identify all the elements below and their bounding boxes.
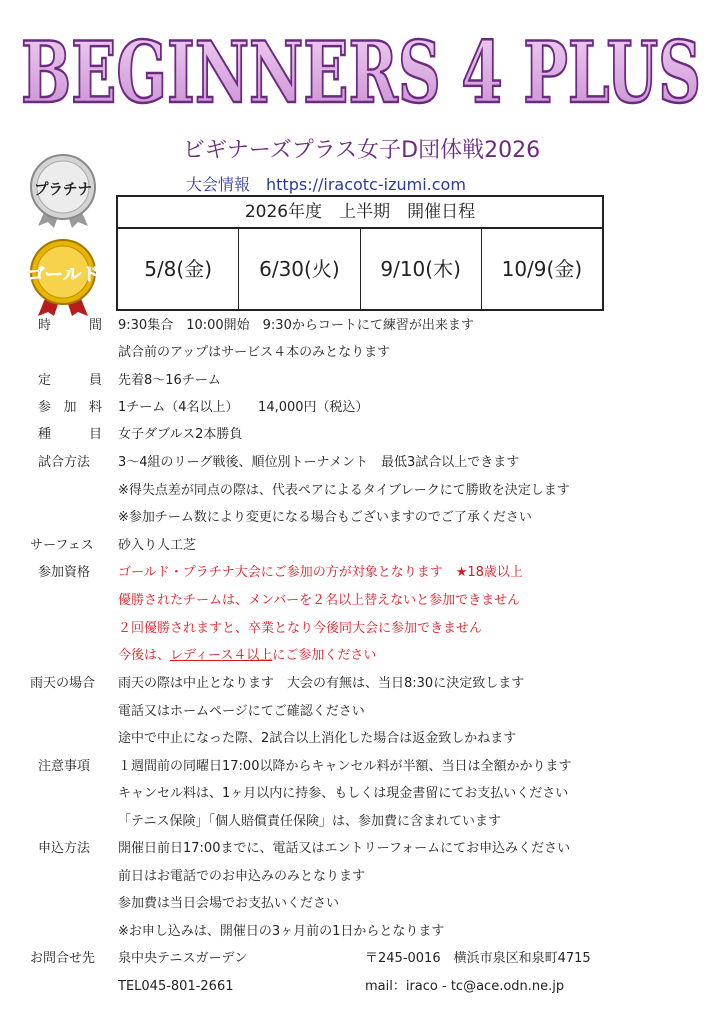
detail-value: キャンセル料は、1ヶ月以内に持参、もしくは現金書留にてお支払いください: [118, 786, 569, 801]
contact-name: 泉中央テニスガーデン: [118, 951, 248, 966]
detail-label: 時 間: [38, 318, 102, 333]
tournament-info: [186, 172, 466, 195]
detail-row: [0, 864, 723, 890]
detail-value: 3～4組のリーグ戦後、順位別トーナメント 最低3試合以上できます: [118, 455, 520, 470]
platinum-label: プラチナ: [34, 180, 92, 198]
schedule-table: [116, 195, 604, 311]
detail-value: ※参加チーム数により変更になる場合もございますのでご了承ください: [118, 510, 532, 525]
detail-value: 開催日前日17:00までに、電話又はエントリーフォームにてお申込みください: [118, 841, 571, 856]
gold-badge: [20, 236, 106, 316]
detail-row: [0, 395, 723, 421]
subtitle: ビギナーズプラス女子D団体戦2026: [182, 138, 541, 163]
detail-value: [118, 643, 376, 669]
detail-value: 「テニス保険」「個人賠償責任保険」は、参加費に含まれています: [118, 814, 501, 829]
detail-row: [0, 919, 723, 945]
detail-row: [0, 313, 723, 339]
detail-row: [0, 505, 723, 531]
detail-row: [0, 616, 723, 642]
detail-row: [0, 560, 723, 586]
detail-value: 試合前のアップはサービス４本のみとなります: [118, 345, 391, 360]
detail-label: 種 目: [38, 427, 102, 442]
detail-value: ※得失点差が同点の際は、代表ペアによるタイブレークにて勝敗を決定します: [118, 483, 570, 498]
detail-value: 優勝されたチームは、メンバーを２名以上替えないと参加できません: [118, 593, 521, 608]
detail-row: [0, 422, 723, 448]
text-segment: 今後は、: [118, 648, 171, 663]
detail-label: 参加料: [38, 400, 102, 415]
detail-row: [0, 478, 723, 504]
detail-value: １週間前の同曜日17:00以降からキャンセル料が半額、当日は全額かかります: [118, 759, 572, 774]
detail-row: [0, 588, 723, 614]
detail-row: [0, 643, 723, 669]
detail-row: [0, 891, 723, 917]
detail-label: 参加資格: [38, 565, 91, 580]
schedule-heading: 2026年度 上半期 開催日程: [118, 197, 602, 229]
detail-value: 先着8～16チーム: [118, 373, 221, 388]
schedule-date: 9/10(木): [361, 229, 482, 309]
detail-row: [0, 946, 723, 972]
contact-mail[interactable]: mail：iraco - tc@ace.odn.ne.jp: [365, 979, 565, 994]
detail-label: 注意事項: [38, 759, 91, 774]
contact-address: 〒245-0016 横浜市泉区和泉町4715: [365, 951, 591, 966]
detail-row: [0, 368, 723, 394]
detail-label: 定 員: [38, 373, 102, 388]
detail-row: [0, 450, 723, 476]
detail-value: 9:30集合 10:00開始 9:30からコートにて練習が出来ます: [118, 318, 474, 333]
detail-label: お問合せ先: [30, 951, 96, 966]
detail-value: 砂入り人工芝: [118, 538, 197, 553]
detail-value: 参加費は当日会場でお支払いください: [118, 896, 340, 911]
schedule-date: 10/9(金): [501, 257, 583, 281]
detail-value: 雨天の際は中止となります 大会の有無は、当日8:30に決定致します: [118, 676, 525, 691]
detail-row: [0, 671, 723, 697]
info-url[interactable]: https://iracotc-izumi.com: [266, 175, 466, 194]
detail-value: 女子ダブルス2本勝負: [118, 427, 243, 442]
detail-row: [0, 340, 723, 366]
detail-row: [0, 699, 723, 725]
text-segment: にご参加ください: [272, 648, 377, 663]
detail-value: ※お申し込みは、開催日の3ヶ月前の1日からとなります: [118, 924, 445, 939]
schedule-date: 6/30(火): [239, 229, 360, 309]
detail-label: 試合方法: [38, 455, 91, 470]
gold-label: ゴールド: [26, 265, 100, 285]
info-label: 大会情報: [186, 175, 251, 194]
detail-row: [0, 533, 723, 559]
page-title: BEGINNERS 4 PLUS: [21, 23, 701, 122]
detail-value: 前日はお電話でのお申込みのみとなります: [118, 869, 366, 884]
platinum-badge: [24, 152, 102, 228]
detail-row: [0, 809, 723, 835]
schedule-date: 5/8(金): [118, 229, 239, 309]
detail-row: [0, 781, 723, 807]
contact-tel[interactable]: TEL045-801-2661: [118, 979, 234, 994]
detail-row: [0, 974, 723, 1000]
detail-value: 1チーム（4名以上） 14,000円（税込）: [118, 400, 369, 415]
detail-value: 電話又はホームページにてご確認ください: [118, 704, 365, 719]
title-banner: [0, 4, 723, 129]
detail-label: サーフェス: [30, 538, 94, 553]
detail-label: 雨天の場合: [30, 676, 96, 691]
ladies-4-link: レディース４以上: [170, 648, 273, 663]
detail-value: ゴールド・プラチナ大会にご参加の方が対象となります ★18歳以上: [118, 565, 523, 580]
detail-value: 途中で中止になった際、2試合以上消化した場合は返金致しかねます: [118, 731, 517, 746]
detail-label: 申込方法: [38, 841, 91, 856]
detail-value: ２回優勝されますと、卒業となり今後同大会に参加できません: [118, 621, 483, 636]
detail-row: [0, 726, 723, 752]
detail-row: [0, 836, 723, 862]
detail-row: [0, 754, 723, 780]
